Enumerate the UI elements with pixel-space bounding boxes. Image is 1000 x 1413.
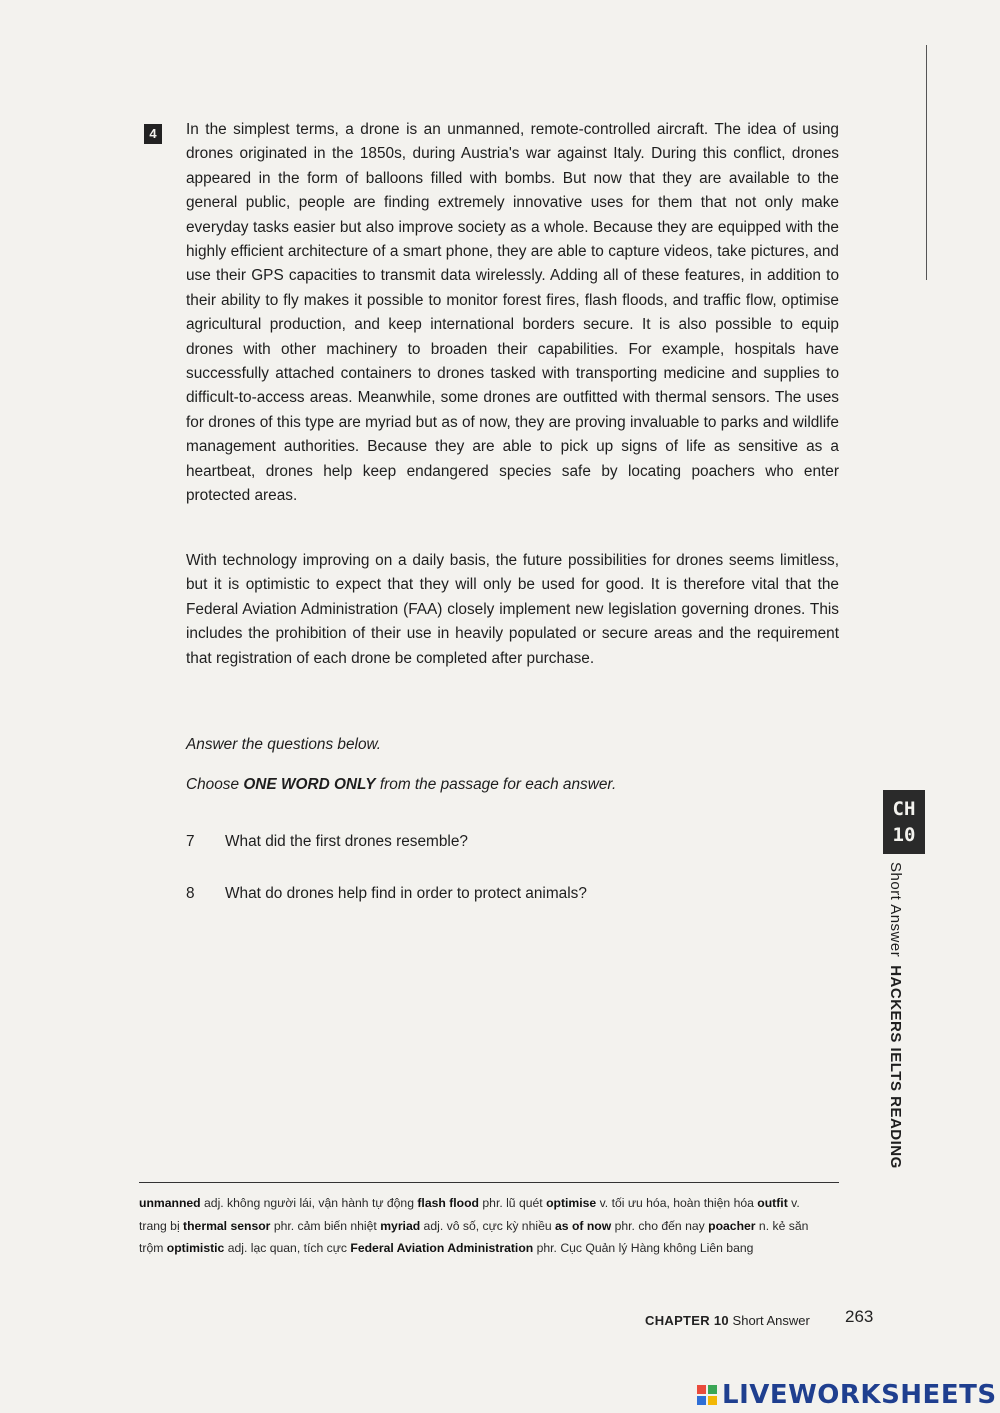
glossary-term: myriad (380, 1218, 421, 1233)
glossary-term: outfit (757, 1196, 788, 1210)
instruction-word-limit: ONE WORD ONLY (243, 776, 376, 793)
chapter-tab (883, 790, 925, 854)
glossary-definition: adj. không người lái, vận hành tự động (200, 1196, 418, 1210)
footer-chapter: CHAPTER 10 (645, 1313, 729, 1328)
question-block-number: 4 (144, 124, 162, 144)
page-number: 263 (845, 1307, 874, 1326)
liveworksheets-watermark (697, 1381, 997, 1409)
glossary-definition: v. tối ưu hóa, hoàn thiện hóa (596, 1196, 758, 1210)
liveworksheets-wordmark: LIVEWORKSHEETS (722, 1380, 997, 1410)
margin-rule (926, 45, 927, 280)
instruction-choose-pre: Choose (186, 776, 244, 793)
glossary-definition: adj. lạc quan, tích cực (224, 1241, 351, 1255)
passage-paragraph-1: In the simplest terms, a drone is an unmanned, remote-controlled aircraft. The idea of using drones originated in the 1850s, during Austria's war against Italy. During this conflict, drones appeared in the form of balloons filled with bombs. But now that they are available to the general public, people are finding extremely innovative uses for them that not only make everyday tasks easier but also improve society as a whole. Because they are equipped with the highly efficient architecture of a smart phone, they are able to capture videos, take pictures, and use their GPS capacities to transmit data wirelessly. Adding all of these features, in addition to their ability to fly makes it possible to monitor forest fires, flash floods, and traffic flow, optimise agricultural production, and keep international borders secure. It is also possible to equip drones with other machinery to broaden their capabilities. For example, hospitals have successfully attached containers to drones tasked with transporting medicine and supplies to difficult-to-access areas. Meanwhile, some drones are outfitted with thermal sensors. The uses for drones of this type are myriad but as of now, they are proving invaluable to parks and wildlife management authorities. Because they are able to pick up signs of life as sensitive as a heartbeat, drones help keep endangered species safe by locating poachers who enter protected areas. (186, 121, 839, 505)
glossary-term: flash flood (417, 1196, 479, 1210)
side-running-title (887, 862, 904, 1169)
glossary-term: thermal sensor (183, 1218, 271, 1233)
instruction-answer: Answer the questions below. (186, 736, 382, 753)
glossary-term: Federal Aviation Administration (350, 1241, 534, 1255)
glossary-definition: phr. cho đến nay (611, 1218, 709, 1233)
instruction-choose (186, 776, 616, 794)
glossary-definition: adj. vô số, cực kỳ nhiều (420, 1218, 556, 1233)
glossary-term: poacher (708, 1218, 756, 1233)
footer-section: Short Answer (732, 1313, 810, 1328)
glossary-definition: phr. Cục Quản lý Hàng không Liên bang (533, 1241, 754, 1255)
passage-paragraph-2: With technology improving on a daily basis, the future possibilities for drones seems limitless, but it is optimistic to expect that they will only be used for good. It is therefore vital that the Federal Aviation Administration (FAA) closely implement new legislation governing drones. This includes the prohibition of their use in heavily populated or secure areas and the requirement that registration of each drone be completed after purchase. (186, 552, 839, 667)
question-7-number: 7 (186, 833, 195, 850)
glossary-definition: phr. cảm biến nhiệt (270, 1218, 381, 1233)
vocabulary-glossary (139, 1192, 829, 1260)
glossary-term: optimistic (166, 1241, 225, 1255)
question-8-text: What do drones help find in order to protect animals? (225, 885, 587, 902)
question-7-text: What did the first drones resemble? (225, 833, 468, 850)
side-section-title: Short Answer (887, 862, 904, 958)
chapter-tab-number: 10 (892, 824, 916, 846)
glossary-definition: phr. lũ quét (479, 1196, 547, 1210)
glossary-definition: n. kẻ săn trộm (139, 1218, 809, 1255)
question-8-number: 8 (186, 885, 195, 902)
glossary-term: as of now (555, 1218, 612, 1233)
side-brand: HACKERS IELTS READING (887, 965, 904, 1169)
footer-chapter-label (645, 1313, 810, 1328)
glossary-term: unmanned (139, 1196, 201, 1210)
chapter-tab-ch: CH (892, 798, 916, 820)
footnote-divider (139, 1182, 839, 1183)
liveworksheets-logo-icon (697, 1385, 717, 1405)
glossary-term: optimise (546, 1196, 597, 1210)
glossary-definition: v. trang bị (139, 1196, 800, 1233)
instruction-choose-post: from the passage for each answer. (375, 776, 617, 793)
